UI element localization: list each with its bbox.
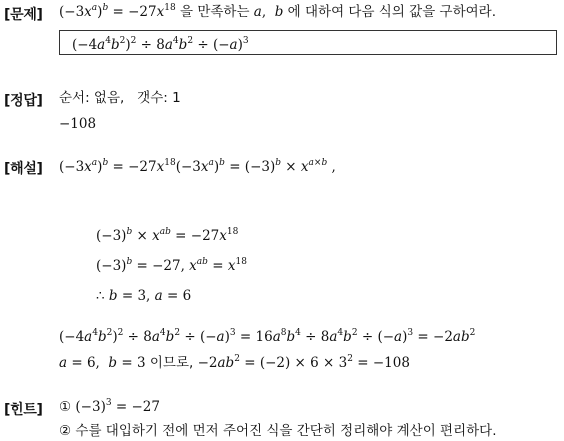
answer-value: −108 [59,116,97,132]
answer-meta [59,92,181,106]
answer-order: 순서: 없음, [59,90,125,106]
problem-equation: $(-3x^a)^b = -27x^{18}$ [59,3,176,20]
answer-count: 갯수: 1 [137,90,181,106]
solution-conclusion: a = 6, b = 3 이므로, $-2ab^2 = (-2) \times 6 \times 3^2 = -108$ [59,354,410,371]
problem-vars: a, b [253,4,284,20]
solution-simplify: $(-4a^4b^2)^2 \div 8a^4b^2 \div (-a)^3 = 16a^8b^4 \div 8a^4b^2 \div (-a)^3 = -2ab^2$ [59,328,476,345]
target-expression: $(-4a^4b^2)^2 \div 8a^4b^2 \div (-a)^3$ [72,36,249,53]
solution-step-2: $(-3)^b = -27$, $x^{ab} = x^{18}$ [96,257,247,274]
hint-item-2-text: 수를 대입하기 전에 먼저 주어진 식을 간단히 정리해야 계산이 편리하다. [75,423,497,439]
solution-line-1: $(-3x^a)^b = -27x^{18}(-3x^a)^b = (-3)^b \times x^{a\times b}$ , [59,158,336,175]
problem-statement [59,3,496,20]
problem-instruction-text: 에 대하여 다음 식의 값을 구하여라. [287,4,496,20]
problem-condition-text: 을 만족하는 [179,4,250,20]
solution-label: [해설] [4,161,43,177]
solution-conclusion-text: 이므로, [149,355,194,371]
expression-box [59,30,557,55]
solution-step-1: $(-3)^b \times x^{ab} = -27x^{18}$ [96,227,239,244]
hint-item-1: ① $(-3)^3 = -27$ [59,398,160,415]
problem-label: [문제] [4,7,43,23]
answer-label: [정답] [4,93,43,109]
hint-label: [힌트] [4,402,43,418]
hint-item-2: ② 수를 대입하기 전에 먼저 주어진 식을 간단히 정리해야 계산이 편리하다. [59,423,497,439]
solution-step-3: ∴ b = 3, a = 6 [96,288,192,304]
